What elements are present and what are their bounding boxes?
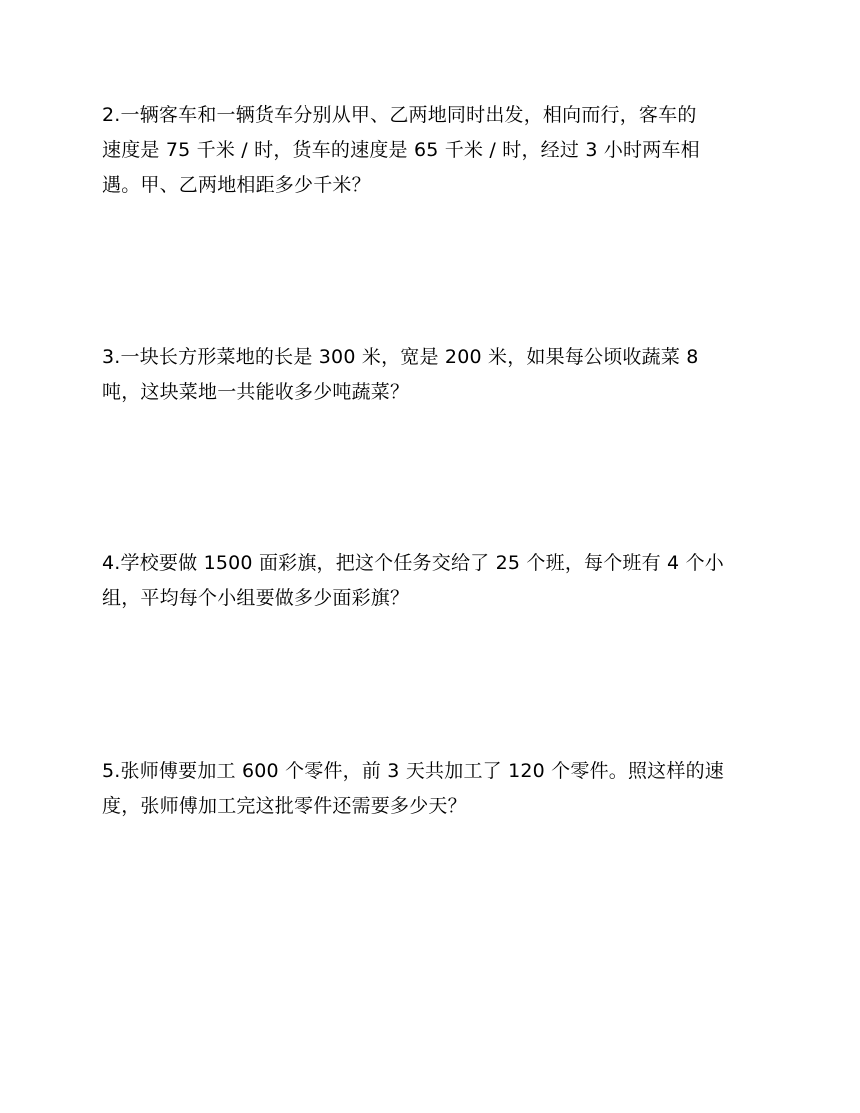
problem-4-line-1: 4.学校要做 1500 面彩旗，把这个任务交给了 25 个班，每个班有 4 个小 [102,552,724,574]
problem-4 [102,546,754,616]
problem-5-line-1: 5.张师傅要加工 600 个零件，前 3 天共加工了 120 个零件。照这样的速 [102,760,724,782]
problem-3-line-1: 3.一块长方形菜地的长是 300 米，宽是 200 米，如果每公顷收蔬菜 8 [102,346,699,368]
problem-3 [102,340,754,410]
problem-5-line-2: 度，张师傅加工完这批零件还需要多少天？ [102,795,467,817]
problem-2-line-3: 遇。甲、乙两地相距多少千米？ [102,174,371,196]
problem-2 [102,98,754,203]
problem-2-line-2: 速度是 75 千米 / 时，货车的速度是 65 千米 / 时，经过 3 小时两车相 [102,139,700,161]
problem-2-line-1: 2.一辆客车和一辆货车分别从甲、乙两地同时出发，相向而行，客车的 [102,104,697,126]
problem-3-line-2: 吨，这块菜地一共能收多少吨蔬菜？ [102,381,410,403]
problem-5 [102,754,754,824]
problem-4-line-2: 组，平均每个小组要做多少面彩旗？ [102,587,410,609]
